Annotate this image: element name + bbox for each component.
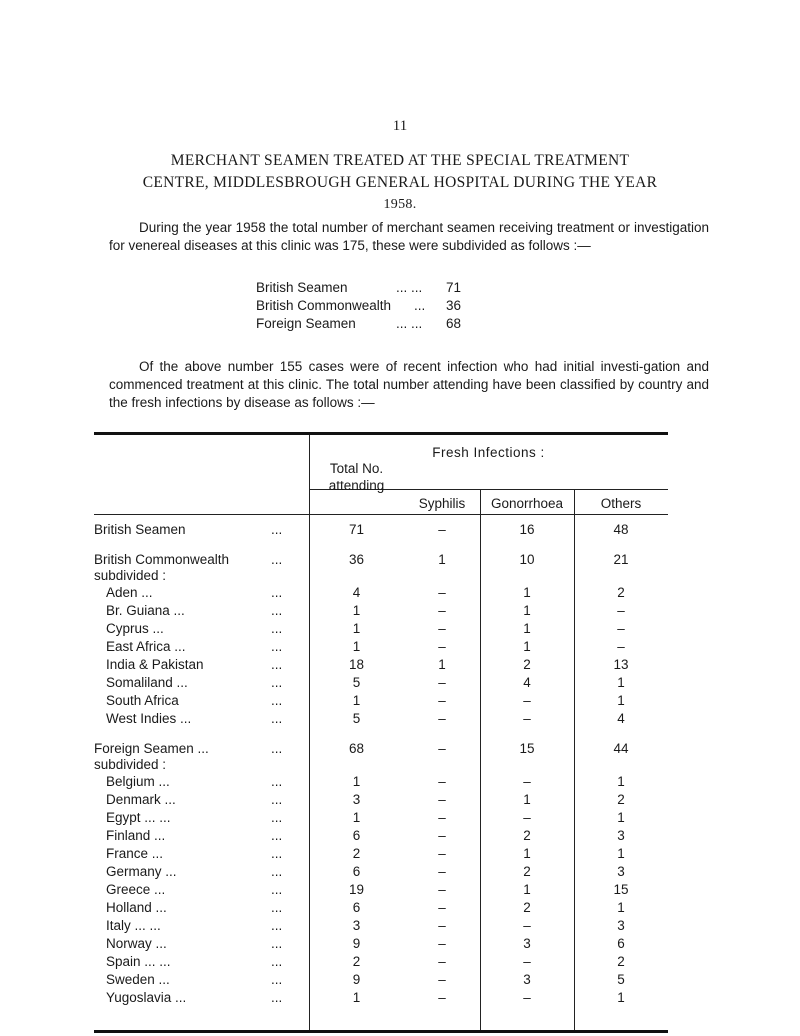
cell-syphilis: – [438,792,446,807]
cell-syphilis: 1 [438,552,446,567]
page-title [90,150,710,216]
row-leader-dots: ... [271,954,283,969]
cell-others: 2 [617,585,625,600]
cell-total: 68 [348,741,365,756]
cell-gonorrhoea: 1 [523,639,531,654]
table-row [94,585,668,600]
row-leader-dots: ... [271,675,283,690]
cell-syphilis: – [438,972,446,987]
cell-total: 1 [352,774,361,789]
row-leader-dots: ... [271,621,283,636]
cell-gonorrhoea: 1 [523,882,531,897]
row-leader-dots: ... [271,846,283,861]
table-row [94,657,668,672]
cell-gonorrhoea: 2 [523,864,531,879]
cell-total: 5 [352,675,361,690]
cell-gonorrhoea: – [523,711,531,726]
cell-total: 3 [352,792,361,807]
header-total-attending: Total No. attending [328,461,385,493]
cell-others: 48 [613,522,629,537]
summary-row [256,279,476,297]
cell-syphilis: – [438,774,446,789]
cell-gonorrhoea: – [523,774,531,789]
cell-total: 71 [348,522,365,537]
cell-others: 5 [617,972,625,987]
cell-gonorrhoea: 2 [523,657,531,672]
table-row [94,936,668,951]
cell-syphilis: – [438,954,446,969]
cell-gonorrhoea: 3 [523,936,531,951]
summary-dots: ... ... [396,280,423,295]
row-label: Holland ... [106,900,167,915]
cell-total: 1 [352,621,361,636]
title-line-3: 1958. [383,197,417,212]
cell-gonorrhoea: 1 [523,621,531,636]
row-label: Yugoslavia ... [106,990,187,1005]
row-leader-dots: ... [271,810,283,825]
table-row [94,990,668,1005]
cell-syphilis: – [438,693,446,708]
row-label: Greece ... [106,882,166,897]
cell-syphilis: – [438,711,446,726]
cell-gonorrhoea: 4 [523,675,531,690]
page-number: 11 [392,118,408,134]
summary-label: Foreign Seamen [256,316,356,331]
table-row [94,757,668,772]
cell-others: 3 [617,918,625,933]
cell-others: 1 [617,810,625,825]
row-label: East Africa ... [106,639,186,654]
cell-others: 2 [617,792,625,807]
cell-others: 4 [617,711,625,726]
cell-total: 18 [348,657,365,672]
row-leader-dots: ... [271,522,283,537]
cell-gonorrhoea: 2 [523,828,531,843]
cell-syphilis: – [438,900,446,915]
cell-syphilis: – [438,675,446,690]
row-label: Cyprus ... [106,621,164,636]
row-leader-dots: ... [271,603,283,618]
cell-syphilis: – [438,864,446,879]
row-leader-dots: ... [271,936,283,951]
cell-total: 9 [352,936,361,951]
cell-syphilis: – [438,918,446,933]
row-label: British Seamen [94,522,186,537]
row-leader-dots: ... [271,639,283,654]
cell-total: 1 [352,693,361,708]
row-label: Sweden ... [106,972,170,987]
table-row [94,954,668,969]
header-fresh-infections: Fresh Infections : [432,445,545,460]
header-bottom-rule [94,514,668,515]
table-row [94,900,668,915]
cell-gonorrhoea: – [523,990,531,1005]
row-label: subdivided : [94,757,167,772]
row-leader-dots: ... [271,900,283,915]
cell-gonorrhoea: 2 [523,900,531,915]
table-row [94,828,668,843]
summary-label: British Seamen [256,280,348,295]
cell-others: 1 [617,846,625,861]
classification-paragraph: Of the above number 155 cases were of recent infection who had initial investi-gation and commenced treatment at this clinic. The total number attending have been classified by country and the fresh infections by disease as follows :— [109,359,709,410]
cell-gonorrhoea: 16 [519,522,535,537]
row-leader-dots: ... [271,774,283,789]
table-bottom-rule [94,1030,668,1033]
row-label: India & Pakistan [106,657,204,672]
cell-total: 9 [352,972,361,987]
cell-others: 1 [617,675,625,690]
row-leader-dots: ... [271,741,283,756]
row-label: Norway ... [106,936,167,951]
cell-gonorrhoea: 1 [523,846,531,861]
cell-others: 6 [617,936,625,951]
row-label: Somaliland ... [106,675,188,690]
row-label: Denmark ... [106,792,176,807]
cell-total: 6 [352,864,361,879]
cell-total: 4 [352,585,361,600]
cell-others: 44 [613,741,629,756]
row-label: Br. Guiana ... [106,603,185,618]
row-label: Italy ... ... [106,918,161,933]
table-row [94,864,668,879]
cell-total: 3 [352,918,361,933]
cell-gonorrhoea: – [523,918,531,933]
table-row [94,621,668,636]
cell-syphilis: – [438,828,446,843]
cell-others: – [617,603,625,618]
table-row [94,568,668,583]
summary-dots: ... [414,298,426,313]
summary-dots: ... ... [396,316,423,331]
cell-total: 19 [348,882,365,897]
cell-total: 1 [352,639,361,654]
row-label: Germany ... [106,864,177,879]
table-row [94,792,668,807]
cell-gonorrhoea: – [523,954,531,969]
table-row [94,918,668,933]
header-gonorrhoea: Gonorrhoea [490,496,564,511]
row-leader-dots: ... [271,918,283,933]
table-row [94,972,668,987]
cell-gonorrhoea: 15 [519,741,535,756]
title-line-1: MERCHANT SEAMEN TREATED AT THE SPECIAL TREATMENT [170,152,630,169]
cell-syphilis: – [438,846,446,861]
table-row [94,522,668,537]
row-leader-dots: ... [271,711,283,726]
cell-total: 5 [352,711,361,726]
row-leader-dots: ... [271,552,283,567]
table-row [94,882,668,897]
intro-paragraph: During the year 1958 the total number of merchant seamen receiving treatment or investigation for venereal diseases at this clinic was 175, these were subdivided as follows :— [109,220,709,253]
table-row [94,639,668,654]
cell-syphilis: – [438,741,446,756]
header-others: Others [600,496,642,511]
cell-others: – [617,639,625,654]
summary-value: 71 [446,280,462,295]
cell-others: – [617,621,625,636]
cell-total: 1 [352,990,361,1005]
table-row [94,741,668,756]
summary-value: 68 [446,316,462,331]
cell-others: 2 [617,954,625,969]
cell-gonorrhoea: – [523,693,531,708]
cell-syphilis: – [438,990,446,1005]
table-row [94,552,668,567]
row-label: West Indies ... [106,711,192,726]
cell-others: 1 [617,990,625,1005]
row-label: South Africa [106,693,179,708]
table-row [94,810,668,825]
table-row [94,846,668,861]
summary-label: British Commonwealth [256,298,392,313]
row-label: Finland ... [106,828,166,843]
cell-syphilis: – [438,522,446,537]
cell-gonorrhoea: 1 [523,792,531,807]
row-leader-dots: ... [271,990,283,1005]
row-label: Spain ... ... [106,954,171,969]
cell-others: 1 [617,774,625,789]
table-row [94,711,668,726]
row-label: France ... [106,846,164,861]
cell-syphilis: – [438,639,446,654]
row-leader-dots: ... [271,657,283,672]
cell-total: 2 [352,954,361,969]
table-row [94,603,668,618]
cell-others: 21 [613,552,629,567]
cell-total: 36 [348,552,365,567]
row-label: Belgium ... [106,774,170,789]
cell-others: 15 [613,882,629,897]
row-label: subdivided : [94,568,167,583]
cell-syphilis: 1 [438,657,446,672]
row-leader-dots: ... [271,828,283,843]
row-label: Egypt ... ... [106,810,171,825]
cell-others: 3 [617,828,625,843]
summary-value: 36 [446,298,462,313]
cell-others: 13 [613,657,629,672]
header-syphilis: Syphilis [418,496,466,511]
table-row [94,774,668,789]
cell-syphilis: – [438,603,446,618]
table-top-rule [94,432,668,435]
cell-gonorrhoea: 10 [519,552,535,567]
cell-syphilis: – [438,810,446,825]
cell-total: 6 [352,900,361,915]
summary-list [256,279,476,333]
row-label: Foreign Seamen ... [94,741,209,756]
cell-total: 2 [352,846,361,861]
summary-row [256,297,476,315]
cell-others: 1 [617,900,625,915]
cell-total: 1 [352,603,361,618]
row-label: Aden ... [106,585,153,600]
row-leader-dots: ... [271,882,283,897]
cell-total: 1 [352,810,361,825]
table-row [94,675,668,690]
summary-row [256,315,476,333]
cell-total: 6 [352,828,361,843]
row-leader-dots: ... [271,864,283,879]
cell-gonorrhoea: 3 [523,972,531,987]
row-leader-dots: ... [271,972,283,987]
row-leader-dots: ... [271,792,283,807]
row-leader-dots: ... [271,693,283,708]
row-label: British Commonwealth [94,552,230,567]
cell-others: 3 [617,864,625,879]
cell-syphilis: – [438,882,446,897]
cell-others: 1 [617,693,625,708]
cell-gonorrhoea: 1 [523,603,531,618]
cell-gonorrhoea: – [523,810,531,825]
row-leader-dots: ... [271,585,283,600]
title-line-2: CENTRE, MIDDLESBROUGH GENERAL HOSPITAL DURING THE YEAR [142,174,658,191]
cell-syphilis: – [438,621,446,636]
cell-syphilis: – [438,585,446,600]
cell-syphilis: – [438,936,446,951]
cell-gonorrhoea: 1 [523,585,531,600]
table-row [94,693,668,708]
